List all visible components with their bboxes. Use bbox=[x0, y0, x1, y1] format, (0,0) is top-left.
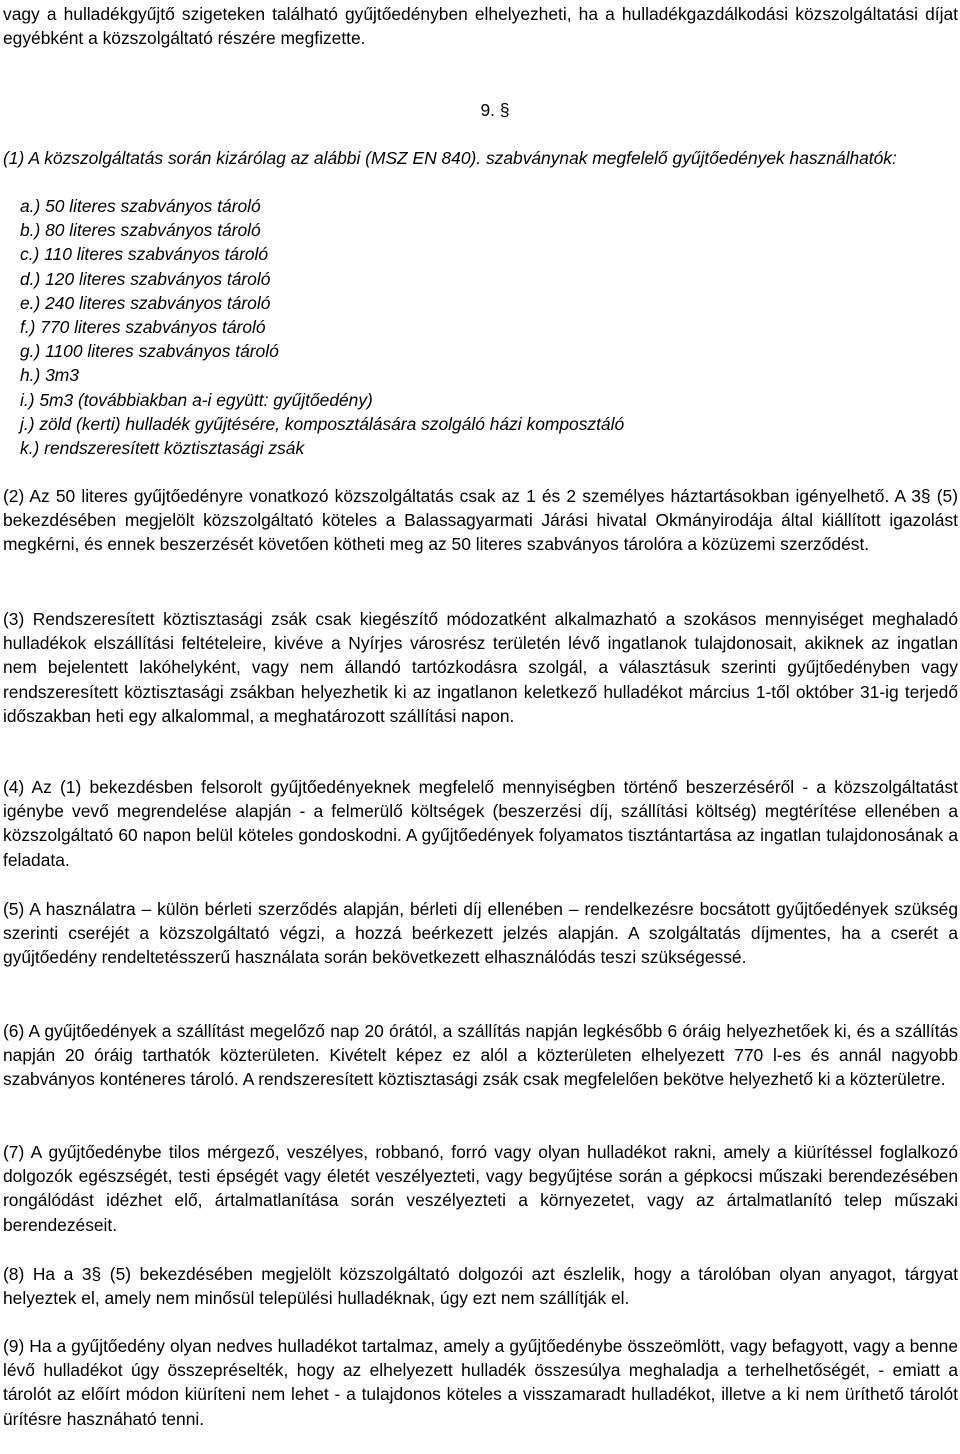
section-title: 9. § bbox=[480, 100, 510, 120]
list-item: b.) 80 literes szabványos tároló bbox=[20, 220, 261, 241]
container-list bbox=[20, 194, 624, 460]
list-item: k.) rendszeresített köztisztasági zsák bbox=[20, 437, 305, 458]
paragraph-9: (9) Ha a gyűjtőedény olyan nedves hulladékot tartalmaz, amely a gyűjtőedénybe összeömlött, vagy befagyott, vagy a benne lévő hulladékot úgy összepréselték, hogy az elhelyezett hulladék összesúlya meghaladja a terhelhetőségét, - emiatt a tárolót az előírt módon kiüríteni nem lehet - a tulajdonos köteles a visszamaradt hulladékot, illetve a ki nem üríthető tárolót ürítésre hasznáható tenni. bbox=[3, 1336, 958, 1429]
paragraph-5: (5) A használatra – külön bérleti szerződés alapján, bérleti díj ellenében – rendelkezésre bocsátott gyűjtőedények szükség szerinti cseréjét a közszolgáltató végzi, a hozzá beérkezett jelzés alapján. A szolgáltatás díjmentes, ha a cserét a gyűjtőedény rendeltetésszerű használata során bekövetkezett elhasználódás teszi szükségessé. bbox=[3, 899, 958, 968]
paragraph-1: (1) A közszolgáltatás során kizárólag az alábbi (MSZ EN 840). szabványnak megfelelő gyűjtőedények használhatók: bbox=[3, 148, 897, 168]
list-item: a.) 50 literes szabványos tároló bbox=[20, 196, 261, 216]
list-item: c.) 110 literes szabványos tároló bbox=[20, 244, 269, 265]
list-item: j.) zöld (kerti) hulladék gyűjtésére, komposztálására szolgáló házi komposztáló bbox=[20, 413, 625, 434]
list-item: h.) 3m3 bbox=[20, 365, 79, 386]
paragraph-4: (4) Az (1) bekezdésben felsorolt gyűjtőedényeknek megfelelő mennyiségben történő beszerzéséről - a közszolgáltatást igénybe vevő megrendelése alapján - a felmerülő költségek (beszerzési díj, szállítási költség) megtérítése ellenében a közszolgáltató 60 napon belül köteles gondoskodni. A gyűjtőedények folyamatos tisztántartása az ingatlan tulajdonosának a feladata. bbox=[3, 777, 958, 870]
paragraph-3: (3) Rendszeresített köztisztasági zsák csak kiegészítő módozatként alkalmazható a szokásos mennyiséget meghaladó hulladékok elszállítási feltételeire, kivéve a Nyírjes városrész területén lévő ingatlanok tulajdonosait, akiknek az ingatlan nem bejelentett lakóhelyként, vagy nem állandó tartózkodásra szolgál, a választásuk szerinti gyűjtőedényben vagy rendszeresített köztisztasági zsákban helyezhetik ki az ingatlanon keletkező hulladékot március 1-től október 31-ig terjedő időszakban heti egy alkalommal, a meghatározott szállítási napon. bbox=[3, 609, 958, 726]
list-item: g.) 1100 literes szabványos tároló bbox=[20, 341, 279, 362]
intro-paragraph: vagy a hulladékgyűjtő szigeteken található gyűjtőedényben elhelyezheti, ha a hulladékgazdálkodási közszolgáltatási díjat egyébként a közszolgáltató részére megfizette. bbox=[3, 4, 958, 49]
list-item: f.) 770 literes szabványos tároló bbox=[20, 316, 266, 337]
list-item: d.) 120 literes szabványos tároló bbox=[20, 268, 271, 289]
paragraph-8: (8) Ha a 3§ (5) bekezdésében megjelölt közszolgáltató dolgozói azt észlelik, hogy a tárolóban olyan anyagot, tárgyat helyeztek el, amely nem minősül települési hulladéknak, úgy ezt nem szállítják el. bbox=[3, 1264, 958, 1309]
paragraph-7: (7) A gyűjtőedénybe tilos mérgező, veszélyes, robbanó, forró vagy olyan hulladékot rakni, amely a kiürítéssel foglalkozó dolgozók egészségét, testi épségét vagy életét veszélyezteti, vagy begyűjtése során a gépkocsi műszaki berendezésében rongálódást idézhet elő, ártalmatlanítása során veszélyezteti a környezetet, vagy az ártalmatlanító telep műszaki berendezéseit. bbox=[3, 1142, 958, 1235]
list-item: e.) 240 literes szabványos tároló bbox=[20, 292, 271, 313]
paragraph-6: (6) A gyűjtőedények a szállítást megelőző nap 20 órától, a szállítás napján legkésőbb 6 óráig helyezhetőek ki, és a szállítás napján 20 óráig tarthatók közterületen. Kivételt képez ez alól a közterületen elhelyezett 770 l-es és annál nagyobb szabványos konténeres tároló. A rendszeresített köztisztasági zsák csak megfelelően bekötve helyezhető ki a közterületre. bbox=[3, 1021, 958, 1090]
list-item: i.) 5m3 (továbbiakban a-i együtt: gyűjtőedény) bbox=[20, 389, 373, 410]
paragraph-2: (2) Az 50 literes gyűjtőedényre vonatkozó közszolgáltatás csak az 1 és 2 személyes háztartásokban igényelhető. A 3§ (5) bekezdésében megjelölt közszolgáltató köteles a Balassagyarmati Járási hivatal Okmányirodája által kiállított igazolást megkérni, és ennek beszerzését követően kötheti meg az 50 literes szabványos tárolóra a közüzemi szerződést. bbox=[3, 486, 958, 555]
